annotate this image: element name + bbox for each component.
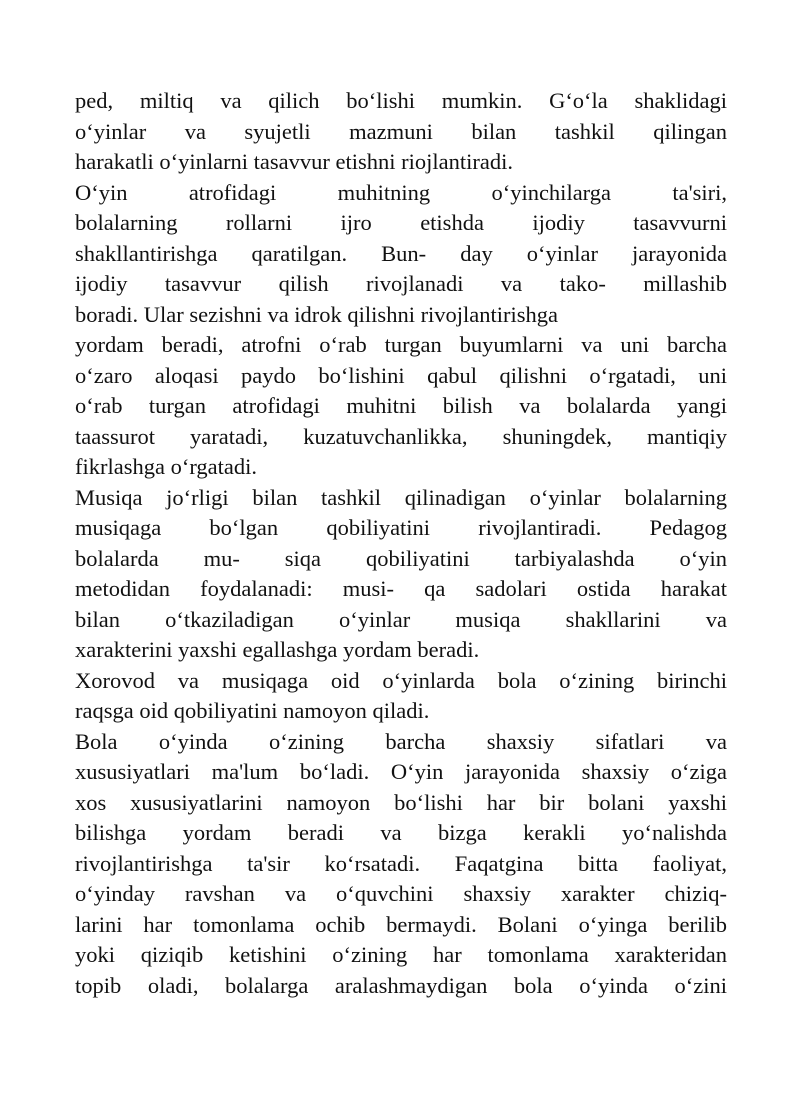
text-line: bolalarning rollarni ijro etishda ijodiy tasavvurni — [75, 210, 727, 235]
text-line: ijodiy tasavvur qilish rivojlanadi va tako- millashib — [75, 271, 727, 296]
text-line: rivojlantirishga ta'sir ko‘rsatadi. Faqatgina bitta faoliyat, — [75, 850, 727, 876]
text-line: yordam beradi, atrofni o‘rab turgan buyumlarni va uni barcha — [75, 332, 727, 357]
text-line: topib oladi, bolalarga aralashmaydigan bola o‘yinda o‘zini — [75, 972, 727, 998]
text-line: O‘yin atrofidagi muhitning o‘yinchilarga ta'siri, — [75, 179, 727, 205]
text-line: ped, miltiq va qilich bo‘lishi mumkin. G‘o‘la shaklidagi — [75, 88, 727, 113]
text-line: xususiyatlari ma'lum bo‘ladi. O‘yin jarayonida shaxsiy o‘ziga — [75, 759, 727, 784]
text-line: bilan o‘tkaziladigan o‘yinlar musiqa shakllarini va — [75, 606, 727, 632]
text-line: o‘yinlar va syujetli mazmuni bilan tashkil qilingan — [75, 118, 727, 144]
text-line: o‘yinday ravshan va o‘quvchini shaxsiy xarakter chiziq- — [75, 881, 727, 906]
text-line: larini har tomonlama ochib bermaydi. Bolani o‘yinga berilib — [75, 911, 727, 937]
text-line: fikrlashga o‘rgatadi. — [75, 454, 258, 479]
paragraph-2 — [75, 178, 727, 483]
paragraph-3 — [75, 483, 727, 666]
paragraph-5 — [75, 727, 727, 1002]
text-line: bolalarda mu- siqa qobiliyatini tarbiyalashda o‘yin — [75, 545, 727, 571]
text-line: bilishga yordam beradi va bizga kerakli yo‘nalishda — [75, 820, 727, 845]
text-line: musiqaga bo‘lgan qobiliyatini rivojlantiradi. Pedagog — [75, 515, 727, 540]
text-line: o‘rab turgan atrofidagi muhitni bilish va bolalarda yangi — [75, 393, 727, 418]
text-line: shakllantirishga qaratilgan. Bun- day o‘yinlar jarayonida — [75, 240, 727, 266]
text-line: yoki qiziqib ketishini o‘zining har tomonlama xarakteridan — [75, 942, 727, 967]
text-line: raqsga oid qobiliyatini namoyon qiladi. — [75, 698, 430, 723]
document-page — [75, 86, 727, 1001]
text-line: Musiqa jo‘rligi bilan tashkil qilinadigan o‘yinlar bolalarning — [75, 484, 727, 510]
text-line: boradi. Ular sezishni va idrok qilishni rivojlantirishga — [75, 301, 559, 327]
text-line: Xorovod va musiqaga oid o‘yinlarda bola o‘zining birinchi — [75, 667, 727, 693]
text-line: xarakterini yaxshi egallashga yordam beradi. — [75, 637, 480, 662]
text-line: harakatli o‘yinlarni tasavvur etishni riojlantiradi. — [75, 149, 513, 174]
text-line: xos xususiyatlarini namoyon bo‘lishi har bir bolani yaxshi — [75, 789, 727, 815]
paragraph-4 — [75, 666, 727, 727]
text-line: taassurot yaratadi, kuzatuvchanlikka, shuningdek, mantiqiy — [75, 423, 727, 449]
text-line: metodidan foydalanadi: musi- qa sadolari ostida harakat — [75, 576, 727, 601]
paragraph-1 — [75, 86, 727, 178]
text-line: Bola o‘yinda o‘zining barcha shaxsiy sifatlari va — [75, 728, 727, 754]
text-line: o‘zaro aloqasi paydo bo‘lishini qabul qilishni o‘rgatadi, uni — [75, 362, 727, 388]
